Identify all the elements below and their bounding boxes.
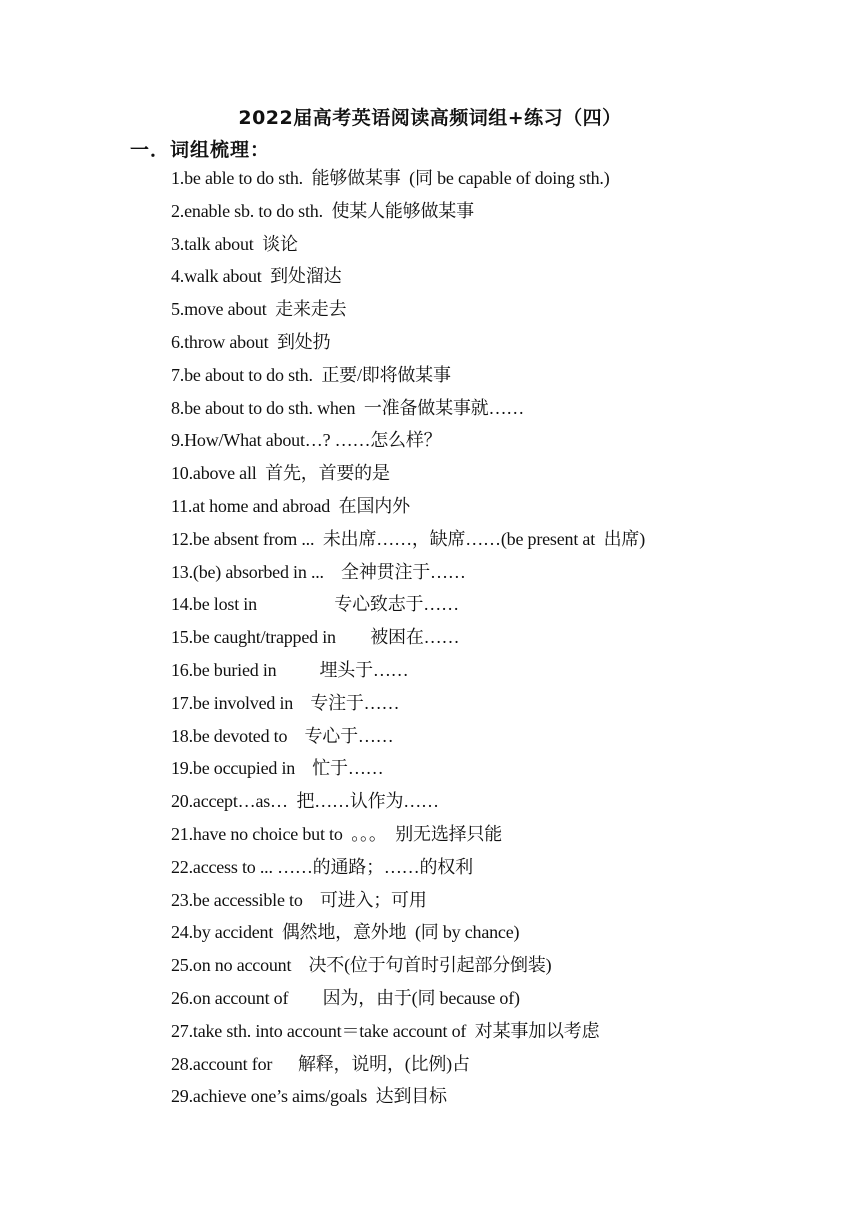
phrase-entry: 11.at home and abroad 在国内外 <box>171 495 410 516</box>
phrase-entry: 20.accept…as… 把……认作为…… <box>171 791 439 812</box>
phrase-entry: 17.be involved in 专注于…… <box>171 692 400 713</box>
phrase-entry: 10.above all 首先，首要的是 <box>171 463 390 484</box>
phrase-entry: 13.(be) absorbed in ... 全神贯注于…… <box>171 561 466 582</box>
phrase-entry: 24.by accident 偶然地，意外地 (同 by chance) <box>171 922 520 943</box>
phrase-entry: 27.take sth. into account＝take account of 对某事加以考虑 <box>171 1020 600 1041</box>
phrase-entry: 22.access to ... ……的通路；……的权利 <box>171 856 473 877</box>
phrase-entry: 16.be buried in 埋头于…… <box>171 659 409 680</box>
phrase-entry: 21.have no choice but to 。。。 别无选择只能 <box>171 823 503 844</box>
phrase-entry: 25.on no account 决不(位于句首时引起部分倒装) <box>171 955 552 976</box>
phrase-entry: 5.move about 走来走去 <box>171 299 347 320</box>
phrase-entry: 8.be about to do sth. when 一准备做某事就…… <box>171 397 525 418</box>
phrase-entry: 2.enable sb. to do sth. 使某人能够做某事 <box>171 200 474 221</box>
phrase-entry: 14.be lost in 专心致志于…… <box>171 594 459 615</box>
phrase-entry: 28.account for 解释，说明，(比例)占 <box>171 1053 470 1074</box>
phrase-entry: 6.throw about 到处扔 <box>171 331 331 352</box>
phrase-entry: 12.be absent from ... 未出席……，缺席……(be present at 出席) <box>171 528 646 549</box>
section-heading: 一．词组梳理： <box>130 139 271 161</box>
phrase-entry: 18.be devoted to 专心于…… <box>171 725 394 746</box>
phrase-entry: 9.How/What about…? ……怎么样？ <box>171 430 442 451</box>
phrase-entry: 19.be occupied in 忙于…… <box>171 758 384 779</box>
phrase-entry: 26.on account of 因为，由于(同 because of) <box>171 987 520 1008</box>
document-title: 2022届高考英语阅读高频词组+练习（四） <box>238 107 622 129</box>
phrase-entry: 1.be able to do sth. 能够做某事 (同 be capable of doing sth.) <box>171 168 610 188</box>
phrase-entry: 4.walk about 到处溜达 <box>171 266 342 287</box>
phrase-list <box>171 162 831 1113</box>
phrase-entry: 23.be accessible to 可进入；可用 <box>171 889 427 910</box>
phrase-entry: 29.achieve one’s aims/goals 达到目标 <box>171 1086 447 1107</box>
phrase-entry: 7.be about to do sth. 正要/即将做某事 <box>171 364 451 385</box>
phrase-entry: 15.be caught/trapped in 被困在…… <box>171 627 460 648</box>
phrase-entry: 3.talk about 谈论 <box>171 233 298 254</box>
